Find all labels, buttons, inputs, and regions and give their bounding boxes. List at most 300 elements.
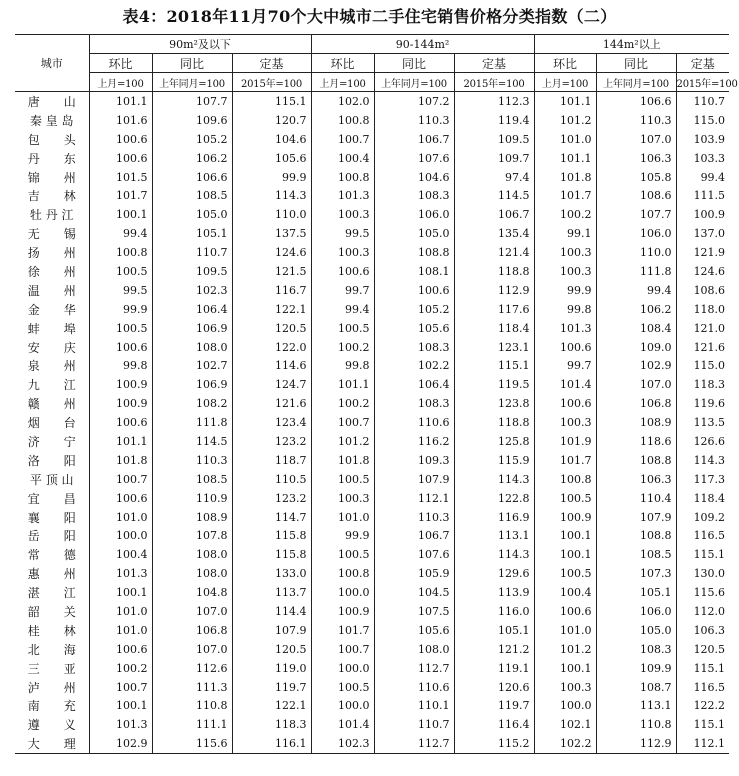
index-value: 107.3 bbox=[596, 564, 676, 583]
city-name: 韶 关 bbox=[15, 602, 89, 621]
index-value: 109.3 bbox=[374, 451, 454, 470]
index-value: 101.1 bbox=[311, 375, 374, 394]
index-value: 106.9 bbox=[152, 319, 232, 338]
city-name: 丹 东 bbox=[15, 149, 89, 168]
table-row bbox=[15, 168, 729, 187]
index-value: 102.7 bbox=[152, 356, 232, 375]
index-value: 100.3 bbox=[311, 243, 374, 262]
table-row bbox=[15, 394, 729, 413]
index-value: 110.6 bbox=[374, 413, 454, 432]
index-value: 101.8 bbox=[311, 451, 374, 470]
index-value: 117.6 bbox=[454, 300, 534, 319]
index-value: 110.1 bbox=[374, 697, 454, 716]
index-value: 122.0 bbox=[232, 338, 311, 357]
index-value: 106.0 bbox=[596, 602, 676, 621]
sub-header-mom: 环比 bbox=[311, 54, 374, 73]
index-value: 115.8 bbox=[232, 526, 311, 545]
index-value: 112.0 bbox=[693, 604, 726, 618]
city-name: 牡 丹 江 bbox=[15, 205, 89, 224]
sub-header-yoy: 同比 bbox=[374, 54, 454, 73]
index-value: 100.1 bbox=[89, 697, 152, 716]
table-row bbox=[15, 130, 729, 149]
index-value: 101.3 bbox=[89, 715, 152, 734]
index-value: 109.2 bbox=[693, 510, 726, 524]
index-value: 108.9 bbox=[596, 413, 676, 432]
table-row bbox=[15, 508, 729, 527]
index-value: 123.1 bbox=[454, 338, 534, 357]
index-value: 100.5 bbox=[534, 564, 596, 583]
index-value: 111.5 bbox=[693, 189, 726, 203]
index-value: 116.0 bbox=[454, 602, 534, 621]
index-value: 105.0 bbox=[596, 621, 676, 640]
base-header-mom: 上月=100 bbox=[89, 73, 152, 92]
city-name: 温 州 bbox=[15, 281, 89, 300]
index-value: 100.2 bbox=[89, 659, 152, 678]
table-row bbox=[15, 451, 729, 470]
table-row bbox=[15, 564, 729, 583]
index-value: 105.1 bbox=[454, 621, 534, 640]
index-value: 101.7 bbox=[534, 186, 596, 205]
index-value: 100.6 bbox=[89, 640, 152, 659]
index-value: 119.5 bbox=[454, 375, 534, 394]
index-value: 100.6 bbox=[374, 281, 454, 300]
index-value: 100.1 bbox=[534, 545, 596, 564]
index-value: 101.0 bbox=[311, 508, 374, 527]
index-value: 110.3 bbox=[374, 111, 454, 130]
group-header-large: 144m²以上 bbox=[534, 35, 729, 54]
price-index-table bbox=[15, 34, 738, 754]
index-value: 105.0 bbox=[374, 224, 454, 243]
table-row bbox=[15, 149, 729, 168]
index-value: 121.0 bbox=[693, 321, 726, 335]
index-value: 120.5 bbox=[232, 640, 311, 659]
index-value: 137.0 bbox=[693, 227, 726, 241]
city-name: 三 亚 bbox=[15, 659, 89, 678]
index-value: 104.6 bbox=[374, 168, 454, 187]
index-value: 100.6 bbox=[89, 149, 152, 168]
table-row bbox=[15, 356, 729, 375]
index-value: 99.7 bbox=[534, 356, 596, 375]
city-name: 遵 义 bbox=[15, 715, 89, 734]
index-value: 113.5 bbox=[693, 416, 726, 430]
index-value: 118.3 bbox=[232, 715, 311, 734]
city-name: 平 顶 山 bbox=[15, 470, 89, 489]
index-value: 115.1 bbox=[232, 92, 311, 111]
city-name: 包 头 bbox=[15, 130, 89, 149]
index-value: 106.6 bbox=[596, 92, 676, 111]
index-value: 111.1 bbox=[152, 715, 232, 734]
index-value: 108.4 bbox=[596, 319, 676, 338]
index-value: 123.2 bbox=[232, 432, 311, 451]
index-value: 106.8 bbox=[596, 394, 676, 413]
index-value: 109.5 bbox=[152, 262, 232, 281]
index-value: 108.0 bbox=[152, 545, 232, 564]
index-value: 108.0 bbox=[374, 640, 454, 659]
base-header-fixed: 2015年=100 bbox=[232, 73, 311, 92]
index-value: 109.5 bbox=[454, 130, 534, 149]
index-value: 114.3 bbox=[693, 453, 726, 467]
table-row bbox=[15, 489, 729, 508]
city-name: 湛 江 bbox=[15, 583, 89, 602]
city-name: 金 华 bbox=[15, 300, 89, 319]
index-value: 100.9 bbox=[311, 602, 374, 621]
table-row bbox=[15, 734, 729, 753]
table-row bbox=[15, 715, 729, 734]
index-value: 101.7 bbox=[534, 451, 596, 470]
index-value: 107.9 bbox=[232, 621, 311, 640]
index-value: 114.5 bbox=[152, 432, 232, 451]
index-value: 115.8 bbox=[232, 545, 311, 564]
index-value: 100.4 bbox=[89, 545, 152, 564]
table-row bbox=[15, 338, 729, 357]
index-value: 110.7 bbox=[693, 94, 726, 108]
index-value: 99.1 bbox=[534, 224, 596, 243]
index-value: 126.6 bbox=[693, 434, 726, 448]
base-header-mom: 上月=100 bbox=[311, 73, 374, 92]
index-value: 100.5 bbox=[311, 319, 374, 338]
index-value: 109.9 bbox=[596, 659, 676, 678]
index-value: 103.3 bbox=[693, 151, 726, 165]
index-value: 100.0 bbox=[534, 697, 596, 716]
index-value: 112.7 bbox=[374, 734, 454, 753]
index-value: 123.8 bbox=[454, 394, 534, 413]
index-value: 113.1 bbox=[596, 697, 676, 716]
index-value: 110.8 bbox=[152, 697, 232, 716]
index-value: 108.0 bbox=[152, 564, 232, 583]
index-value: 118.6 bbox=[596, 432, 676, 451]
index-value: 101.4 bbox=[311, 715, 374, 734]
table-row bbox=[15, 432, 729, 451]
index-value: 112.3 bbox=[454, 92, 534, 111]
index-value: 99.9 bbox=[232, 168, 311, 187]
index-value: 100.1 bbox=[89, 583, 152, 602]
index-value: 106.3 bbox=[693, 623, 726, 637]
city-name: 安 庆 bbox=[15, 338, 89, 357]
index-value: 100.6 bbox=[311, 262, 374, 281]
city-name: 北 海 bbox=[15, 640, 89, 659]
index-value: 108.6 bbox=[693, 283, 726, 297]
index-value: 109.6 bbox=[152, 111, 232, 130]
index-value: 108.8 bbox=[596, 451, 676, 470]
table-title: 表4：2018年11月70个大中城市二手住宅销售价格分类指数（二） bbox=[122, 7, 617, 26]
index-value: 107.5 bbox=[374, 602, 454, 621]
index-value: 118.8 bbox=[454, 262, 534, 281]
index-value: 99.5 bbox=[89, 281, 152, 300]
index-value: 102.9 bbox=[89, 734, 152, 753]
index-value: 110.3 bbox=[596, 111, 676, 130]
index-value: 115.1 bbox=[454, 356, 534, 375]
index-value: 108.5 bbox=[152, 186, 232, 205]
index-value: 100.7 bbox=[311, 640, 374, 659]
index-value: 110.7 bbox=[152, 243, 232, 262]
index-value: 133.0 bbox=[232, 564, 311, 583]
index-value: 106.8 bbox=[152, 621, 232, 640]
index-value: 100.5 bbox=[311, 470, 374, 489]
index-value: 106.2 bbox=[152, 149, 232, 168]
index-value: 101.1 bbox=[534, 149, 596, 168]
index-value: 104.6 bbox=[232, 130, 311, 149]
index-value: 122.1 bbox=[232, 300, 311, 319]
table-row bbox=[15, 375, 729, 394]
index-value: 99.8 bbox=[89, 356, 152, 375]
index-value: 110.6 bbox=[374, 678, 454, 697]
index-value: 114.3 bbox=[454, 470, 534, 489]
index-value: 108.1 bbox=[374, 262, 454, 281]
index-value: 102.9 bbox=[596, 356, 676, 375]
index-value: 107.9 bbox=[374, 470, 454, 489]
base-header-fixed: 2015年=100 bbox=[454, 73, 534, 92]
index-value: 124.6 bbox=[232, 243, 311, 262]
index-value: 99.7 bbox=[311, 281, 374, 300]
table-row bbox=[15, 111, 729, 130]
index-value: 106.7 bbox=[374, 526, 454, 545]
index-value: 113.9 bbox=[454, 583, 534, 602]
index-value: 115.9 bbox=[454, 451, 534, 470]
city-name: 徐 州 bbox=[15, 262, 89, 281]
index-value: 110.9 bbox=[152, 489, 232, 508]
index-value: 112.9 bbox=[596, 734, 676, 753]
index-value: 121.4 bbox=[454, 243, 534, 262]
index-value: 101.1 bbox=[89, 432, 152, 451]
index-value: 120.5 bbox=[693, 642, 726, 656]
city-name: 岳 阳 bbox=[15, 526, 89, 545]
index-value: 117.3 bbox=[693, 472, 726, 486]
city-name: 唐 山 bbox=[15, 92, 89, 111]
index-value: 105.6 bbox=[374, 621, 454, 640]
index-value: 116.1 bbox=[232, 734, 311, 753]
index-value: 115.0 bbox=[693, 113, 726, 127]
city-name: 泉 州 bbox=[15, 356, 89, 375]
index-value: 101.3 bbox=[311, 186, 374, 205]
index-value: 103.9 bbox=[693, 132, 726, 146]
index-value: 100.3 bbox=[534, 262, 596, 281]
index-value: 100.5 bbox=[311, 545, 374, 564]
index-value: 101.8 bbox=[534, 168, 596, 187]
index-value: 106.7 bbox=[374, 130, 454, 149]
table-row bbox=[15, 659, 729, 678]
index-value: 101.3 bbox=[89, 564, 152, 583]
index-value: 108.0 bbox=[152, 338, 232, 357]
index-value: 100.8 bbox=[311, 168, 374, 187]
index-value: 122.2 bbox=[693, 699, 726, 713]
index-value: 115.0 bbox=[693, 359, 726, 373]
index-value: 124.6 bbox=[693, 264, 726, 278]
index-value: 113.1 bbox=[454, 526, 534, 545]
index-value: 100.3 bbox=[534, 243, 596, 262]
index-value: 102.3 bbox=[311, 734, 374, 753]
index-value: 100.6 bbox=[534, 602, 596, 621]
table-row bbox=[15, 697, 729, 716]
index-value: 102.2 bbox=[374, 356, 454, 375]
index-value: 104.5 bbox=[374, 583, 454, 602]
group-header-small: 90m²及以下 bbox=[89, 35, 311, 54]
base-header-yoy: 上年同月=100 bbox=[152, 73, 232, 92]
index-value: 121.9 bbox=[693, 246, 726, 260]
index-value: 116.5 bbox=[693, 529, 726, 543]
index-value: 119.1 bbox=[454, 659, 534, 678]
index-value: 105.2 bbox=[152, 130, 232, 149]
index-value: 110.3 bbox=[152, 451, 232, 470]
index-value: 105.9 bbox=[374, 564, 454, 583]
index-value: 101.0 bbox=[534, 621, 596, 640]
index-value: 105.1 bbox=[596, 583, 676, 602]
index-value: 116.5 bbox=[693, 680, 726, 694]
index-value: 116.2 bbox=[374, 432, 454, 451]
index-value: 100.9 bbox=[89, 375, 152, 394]
index-value: 107.6 bbox=[374, 149, 454, 168]
index-value: 106.2 bbox=[596, 300, 676, 319]
index-value: 107.9 bbox=[596, 508, 676, 527]
index-value: 108.3 bbox=[596, 640, 676, 659]
index-value: 105.6 bbox=[232, 149, 311, 168]
city-name: 洛 阳 bbox=[15, 451, 89, 470]
city-name: 泸 州 bbox=[15, 678, 89, 697]
index-value: 100.4 bbox=[311, 149, 374, 168]
index-value: 101.0 bbox=[89, 621, 152, 640]
index-value: 100.5 bbox=[89, 262, 152, 281]
index-value: 108.3 bbox=[374, 186, 454, 205]
city-name: 吉 林 bbox=[15, 186, 89, 205]
index-value: 119.4 bbox=[454, 111, 534, 130]
sub-header-mom: 环比 bbox=[89, 54, 152, 73]
index-value: 101.2 bbox=[534, 640, 596, 659]
index-value: 100.7 bbox=[89, 470, 152, 489]
index-value: 99.5 bbox=[311, 224, 374, 243]
city-name: 桂 林 bbox=[15, 621, 89, 640]
index-value: 99.4 bbox=[89, 224, 152, 243]
index-value: 110.5 bbox=[232, 470, 311, 489]
index-value: 101.7 bbox=[311, 621, 374, 640]
index-value: 101.2 bbox=[534, 111, 596, 130]
index-value: 99.8 bbox=[311, 356, 374, 375]
index-value: 115.2 bbox=[454, 734, 534, 753]
base-header-mom: 上月=100 bbox=[534, 73, 596, 92]
table-row bbox=[15, 470, 729, 489]
index-value: 137.5 bbox=[232, 224, 311, 243]
index-value: 101.0 bbox=[89, 508, 152, 527]
index-value: 100.7 bbox=[311, 413, 374, 432]
index-value: 100.6 bbox=[89, 338, 152, 357]
index-value: 118.3 bbox=[693, 378, 726, 392]
index-value: 100.9 bbox=[534, 508, 596, 527]
index-value: 135.4 bbox=[454, 224, 534, 243]
index-value: 107.0 bbox=[152, 640, 232, 659]
table-row bbox=[15, 621, 729, 640]
index-value: 120.5 bbox=[232, 319, 311, 338]
index-value: 115.6 bbox=[693, 586, 726, 600]
index-value: 100.0 bbox=[89, 526, 152, 545]
index-value: 115.1 bbox=[693, 718, 726, 732]
sub-header-fixed: 定基 bbox=[676, 54, 729, 73]
index-value: 115.1 bbox=[693, 661, 726, 675]
index-value: 118.0 bbox=[693, 302, 726, 316]
index-value: 114.3 bbox=[454, 545, 534, 564]
index-value: 107.0 bbox=[596, 130, 676, 149]
index-value: 112.1 bbox=[676, 734, 729, 753]
city-name: 宜 昌 bbox=[15, 489, 89, 508]
index-value: 100.5 bbox=[89, 319, 152, 338]
index-value: 120.6 bbox=[454, 678, 534, 697]
index-value: 118.4 bbox=[693, 491, 726, 505]
city-name: 蚌 埠 bbox=[15, 319, 89, 338]
index-value: 100.8 bbox=[534, 470, 596, 489]
table-row bbox=[15, 186, 729, 205]
group-header-medium: 90-144m² bbox=[311, 35, 534, 54]
table-row bbox=[15, 262, 729, 281]
index-value: 114.7 bbox=[232, 508, 311, 527]
index-value: 107.8 bbox=[152, 526, 232, 545]
index-value: 97.4 bbox=[454, 168, 534, 187]
index-value: 107.6 bbox=[374, 545, 454, 564]
city-name: 锦 州 bbox=[15, 168, 89, 187]
index-value: 106.3 bbox=[596, 149, 676, 168]
table-row bbox=[15, 583, 729, 602]
index-value: 112.7 bbox=[374, 659, 454, 678]
index-value: 122.1 bbox=[232, 697, 311, 716]
index-value: 119.0 bbox=[232, 659, 311, 678]
index-value: 108.2 bbox=[152, 394, 232, 413]
index-value: 115.6 bbox=[152, 734, 232, 753]
city-name: 济 宁 bbox=[15, 432, 89, 451]
city-name: 襄 阳 bbox=[15, 508, 89, 527]
index-value: 121.2 bbox=[454, 640, 534, 659]
index-value: 121.6 bbox=[232, 394, 311, 413]
index-value: 110.0 bbox=[232, 205, 311, 224]
sub-header-mom: 环比 bbox=[534, 54, 596, 73]
index-value: 100.8 bbox=[89, 243, 152, 262]
table-row bbox=[15, 300, 729, 319]
index-value: 123.2 bbox=[232, 489, 311, 508]
index-value: 107.0 bbox=[152, 602, 232, 621]
index-value: 111.3 bbox=[152, 678, 232, 697]
city-name: 九 江 bbox=[15, 375, 89, 394]
table-row bbox=[15, 205, 729, 224]
index-value: 116.9 bbox=[454, 508, 534, 527]
index-value: 106.9 bbox=[152, 375, 232, 394]
index-value: 100.6 bbox=[89, 489, 152, 508]
index-value: 106.6 bbox=[152, 168, 232, 187]
index-value: 121.5 bbox=[232, 262, 311, 281]
index-value: 114.4 bbox=[232, 602, 311, 621]
table-row bbox=[15, 243, 729, 262]
index-value: 106.7 bbox=[454, 205, 534, 224]
index-value: 99.8 bbox=[534, 300, 596, 319]
table-row bbox=[15, 281, 729, 300]
index-value: 101.1 bbox=[534, 92, 596, 111]
table-row bbox=[15, 224, 729, 243]
index-value: 118.8 bbox=[454, 413, 534, 432]
index-value: 100.6 bbox=[534, 338, 596, 357]
index-value: 99.9 bbox=[534, 281, 596, 300]
index-value: 116.7 bbox=[232, 281, 311, 300]
index-value: 101.0 bbox=[534, 130, 596, 149]
index-value: 118.7 bbox=[232, 451, 311, 470]
index-value: 101.1 bbox=[89, 92, 152, 111]
index-value: 112.6 bbox=[152, 659, 232, 678]
index-value: 100.0 bbox=[311, 697, 374, 716]
city-name: 秦 皇 岛 bbox=[15, 111, 89, 130]
sub-header-yoy: 同比 bbox=[152, 54, 232, 73]
index-value: 108.8 bbox=[374, 243, 454, 262]
index-value: 101.2 bbox=[311, 432, 374, 451]
city-name: 扬 州 bbox=[15, 243, 89, 262]
sub-header-yoy: 同比 bbox=[596, 54, 676, 73]
index-value: 110.3 bbox=[374, 508, 454, 527]
city-name: 赣 州 bbox=[15, 394, 89, 413]
index-value: 102.1 bbox=[534, 715, 596, 734]
index-value: 114.6 bbox=[232, 356, 311, 375]
index-value: 101.9 bbox=[534, 432, 596, 451]
